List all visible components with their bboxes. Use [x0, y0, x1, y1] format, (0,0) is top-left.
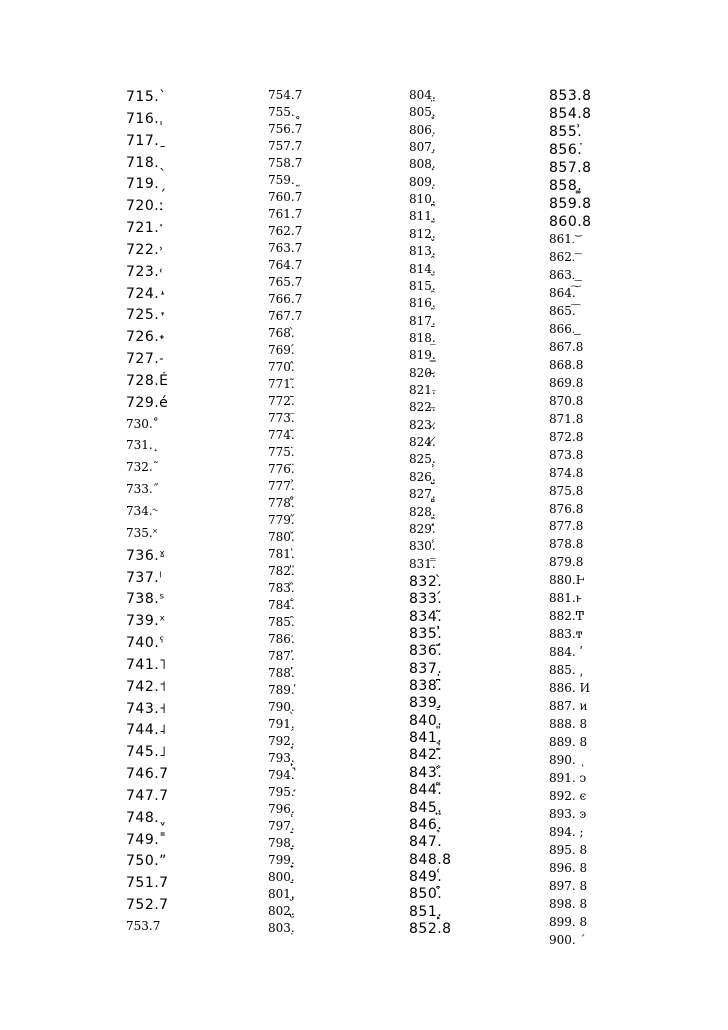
list-entry: 764.7	[268, 258, 303, 272]
list-entry: 856.͘	[549, 141, 583, 158]
list-entry: 811.̫	[409, 209, 436, 224]
list-entry: 726.˖	[126, 329, 166, 346]
list-entry: 761.7	[268, 207, 303, 221]
list-entry: 898. 8	[549, 897, 588, 912]
list-entry: 716.ˌ	[126, 110, 164, 127]
list-entry: 780.̌	[268, 530, 295, 544]
list-entry: 774.̆	[268, 428, 295, 442]
list-entry: 736.ˠ	[126, 547, 166, 564]
list-entry: 847.	[409, 834, 443, 851]
list-entry: 816.̰	[409, 296, 436, 311]
list-entry: 886. Ͷ	[549, 681, 591, 696]
list-entry: 730.˚	[126, 416, 159, 431]
list-entry: 896. 8	[549, 861, 588, 876]
list-entry: 877.8	[549, 519, 584, 534]
list-entry: 876.8	[549, 501, 584, 516]
list-entry: 900. ΄	[549, 933, 586, 947]
list-entry: 839.͇	[409, 695, 443, 712]
list-entry: 771.̃	[268, 377, 295, 391]
list-entry: 734.˞	[126, 504, 158, 518]
list-entry: 813.̭	[409, 244, 436, 259]
list-entry: 783.̏	[268, 581, 295, 595]
list-entry: 827.̻	[409, 487, 436, 502]
list-entry: 824.̸	[409, 435, 436, 450]
list-entry: 826.̺	[409, 469, 436, 484]
list-entry: 831.̿	[409, 556, 436, 571]
list-entry: 808.̨	[409, 157, 436, 172]
list-entry: 748.ˬ	[126, 809, 167, 826]
list-entry: 841.͉	[409, 730, 443, 747]
list-entry: 739.ˣ	[126, 613, 166, 630]
list-entry: 789.̕	[268, 683, 295, 697]
list-entry: 832.̀	[409, 573, 443, 590]
list-entry: 776.̈	[268, 462, 295, 476]
list-entry: 717.ˍ	[126, 132, 167, 149]
list-entry: 802.̢	[268, 904, 295, 918]
list-entry: 825.̹	[409, 452, 436, 467]
list-entry: 759.˷	[268, 173, 301, 187]
list-entry: 843.͋	[409, 764, 443, 781]
list-entry: 790.̖	[268, 700, 295, 714]
list-entry: 852.8	[409, 921, 452, 937]
list-entry: 757.7	[268, 139, 303, 153]
list-entry: 892. ͼ	[549, 789, 587, 804]
list-entry: 891. ͻ	[549, 771, 587, 786]
list-entry: 899. 8	[549, 915, 588, 930]
list-entry: 854.8	[549, 105, 592, 122]
list-entry: 835.̓	[409, 625, 443, 642]
list-entry: 804.̤	[409, 88, 436, 102]
list-entry: 744.˨	[126, 722, 167, 739]
list-entry: 773.̅	[268, 411, 295, 425]
list-entry: 791.̗	[268, 717, 295, 731]
list-entry: 801.̡	[268, 887, 295, 901]
list-entry: 719.ˏ	[126, 176, 167, 193]
list-entry: 859.8	[549, 195, 592, 212]
list-entry: 737.ˡ	[126, 569, 162, 586]
list-entry: 809.̩	[409, 174, 436, 189]
list-entry: 850.͒	[409, 886, 443, 903]
list-entry: 868.8	[549, 357, 584, 372]
list-entry: 881.ͱ	[549, 591, 583, 606]
list-entry: 858.͚	[549, 177, 583, 194]
list-entry: 807.̧	[409, 140, 436, 155]
list-entry: 803.̣	[268, 921, 295, 935]
list-entry: 805.̥	[409, 105, 436, 120]
list-entry: 866.͢	[549, 321, 575, 336]
list-entry: 863.͟	[549, 267, 575, 282]
list-entry: 732.˜	[126, 460, 159, 475]
list-entry: 727.˗	[126, 351, 165, 368]
list-entry: 818.̲	[409, 330, 436, 345]
list-entry: 785.̑	[268, 615, 295, 629]
list-entry: 823.̷	[409, 417, 436, 432]
list-entry: 745.˩	[126, 744, 167, 761]
list-entry: 849.͑	[409, 868, 443, 885]
list-entry: 792.̘	[268, 734, 295, 748]
list-entry: 746.7	[126, 766, 169, 783]
list-entry: 720.ː	[126, 198, 165, 215]
list-entry: 751.7	[126, 875, 169, 892]
list-entry: 756.7	[268, 122, 303, 136]
list-entry: 872.8	[549, 429, 584, 444]
list-entry: 799.̟	[268, 853, 295, 867]
list-entry: 788.̔	[268, 666, 295, 680]
list-entry: 767.7	[268, 309, 303, 323]
list-entry: 743.˧	[126, 700, 167, 717]
list-entry: 775.̇	[268, 445, 295, 459]
list-entry: 893. ͽ	[549, 807, 587, 822]
list-entry: 777.̉	[268, 479, 295, 493]
list-entry: 782.̎	[268, 564, 295, 578]
list-entry: 860.8	[549, 213, 592, 230]
list-entry: 887. ͷ	[549, 699, 588, 714]
list-entry: 869.8	[549, 375, 584, 390]
list-entry: 890. ͺ	[549, 753, 586, 768]
list-entry: 897. 8	[549, 879, 588, 894]
list-entry: 845.͍	[409, 799, 443, 816]
list-entry: 836.̈́	[409, 643, 443, 660]
list-entry: 889. 8	[549, 735, 588, 750]
list-entry: 728.É	[126, 372, 169, 389]
list-entry: 787.̓	[268, 649, 295, 663]
list-entry: 830.̾	[409, 539, 436, 554]
list-entry: 834.͂	[409, 608, 443, 625]
list-entry: 867.8	[549, 339, 584, 354]
list-entry: 778.̊	[268, 496, 295, 510]
list-entry: 828.̼	[409, 504, 436, 519]
list-entry: 882.Ͳ	[549, 609, 584, 624]
list-entry: 750.ˮ	[126, 853, 167, 870]
list-entry: 880.Ͱ	[549, 573, 585, 588]
list-entry: 878.8	[549, 537, 584, 552]
list-entry: 794.̚	[268, 768, 295, 782]
list-entry: 741.˥	[126, 656, 167, 673]
list-entry: 740.ˤ	[126, 635, 165, 652]
list-entry: 820.̴	[409, 365, 436, 380]
list-entry: 784.̐	[268, 598, 295, 612]
list-entry: 779.̋	[268, 513, 295, 527]
list-entry: 885. ͵	[549, 663, 583, 678]
list-entry: 829.̽	[409, 521, 436, 536]
list-entry: 721.ˑ	[126, 220, 165, 237]
list-entry: 870.8	[549, 393, 584, 408]
list-entry: 810.̪	[409, 192, 436, 207]
list-entry: 833.́	[409, 591, 443, 608]
list-entry: 758.7	[268, 156, 303, 170]
list-entry: 749.˭	[126, 831, 167, 848]
list-entry: 725.˕	[126, 307, 167, 324]
list-entry: 800.̠	[268, 870, 295, 884]
list-entry: 812.̬	[409, 226, 436, 241]
list-entry: 864.͠	[549, 285, 576, 300]
list-entry: 814.̮	[409, 261, 436, 276]
list-entry: 842.͊	[409, 747, 443, 764]
list-entry: 846.͎	[409, 816, 443, 833]
list-entry: 731.˛	[126, 438, 159, 453]
list-entry: 861.͝	[549, 231, 575, 246]
list-entry: 874.8	[549, 465, 584, 480]
list-entry: 855.͗	[549, 123, 583, 140]
list-entry: 781.̍	[268, 547, 295, 561]
list-entry: 857.8	[549, 159, 592, 176]
list-entry: 817.̱	[409, 313, 436, 328]
list-entry: 755.˳	[268, 105, 301, 119]
list-entry: 718.ˎ	[126, 154, 167, 171]
list-entry: 747.7	[126, 787, 169, 804]
list-entry: 729.é	[126, 394, 169, 411]
list-entry: 862.͞	[549, 249, 575, 264]
list-entry: 873.8	[549, 447, 584, 462]
list-entry: 888. 8	[549, 717, 588, 732]
list-entry: 738.ˢ	[126, 591, 165, 608]
list-entry: 879.8	[549, 555, 584, 570]
list-entry: 798.̞	[268, 836, 295, 850]
list-entry: 724.˔	[126, 285, 167, 302]
list-entry: 838.͆	[409, 678, 443, 695]
list-entry: 819.̳	[409, 348, 436, 363]
list-entry: 763.7	[268, 241, 303, 255]
list-entry: 795.̛	[268, 785, 295, 799]
list-entry: 742.˦	[126, 678, 167, 695]
list-entry: 875.8	[549, 483, 584, 498]
list-entry: 762.7	[268, 224, 303, 238]
list-entry: 895. 8	[549, 843, 588, 858]
list-entry: 865.͡	[549, 303, 576, 318]
list-entry: 793.̙	[268, 751, 295, 765]
list-entry: 822.̶	[409, 400, 436, 415]
list-entry: 733.˝	[126, 482, 159, 497]
list-entry: 851.͓	[409, 903, 443, 920]
list-entry: 871.8	[549, 411, 584, 426]
list-entry: 796.̜	[268, 802, 295, 816]
list-entry: 853.8	[549, 88, 592, 104]
list-entry: 786.̒	[268, 632, 295, 646]
list-entry: 770.̂	[268, 360, 295, 374]
list-entry: 844.͌	[409, 782, 443, 799]
list-entry: 754.7	[268, 88, 303, 102]
list-entry: 722.˒	[126, 241, 164, 258]
list-entry: 769.́	[268, 343, 295, 357]
list-entry: 715.`	[126, 89, 167, 105]
list-entry: 884. ʹ	[549, 645, 583, 660]
list-entry: 768.̀	[268, 326, 295, 340]
list-entry: 815.̯	[409, 278, 436, 293]
list-entry: 848.8	[409, 851, 452, 868]
list-entry: 735.˟	[126, 525, 158, 540]
list-entry: 760.7	[268, 190, 303, 204]
list-entry: 753.7	[126, 919, 161, 933]
list-entry: 766.7	[268, 292, 303, 306]
list-entry: 752.7	[126, 897, 169, 914]
list-entry: 840.͈	[409, 712, 443, 729]
list-entry: 806.̦	[409, 122, 436, 137]
list-entry: 837.ͅ	[409, 660, 443, 677]
list-entry: 772.̄	[268, 394, 295, 408]
list-entry: 821.̵	[409, 383, 436, 398]
list-entry: 797.̝	[268, 819, 295, 833]
list-entry: 723.˓	[126, 263, 164, 280]
list-entry: 894. ;	[549, 825, 584, 840]
list-entry: 765.7	[268, 275, 303, 289]
list-entry: 883.ͳ	[549, 627, 583, 642]
